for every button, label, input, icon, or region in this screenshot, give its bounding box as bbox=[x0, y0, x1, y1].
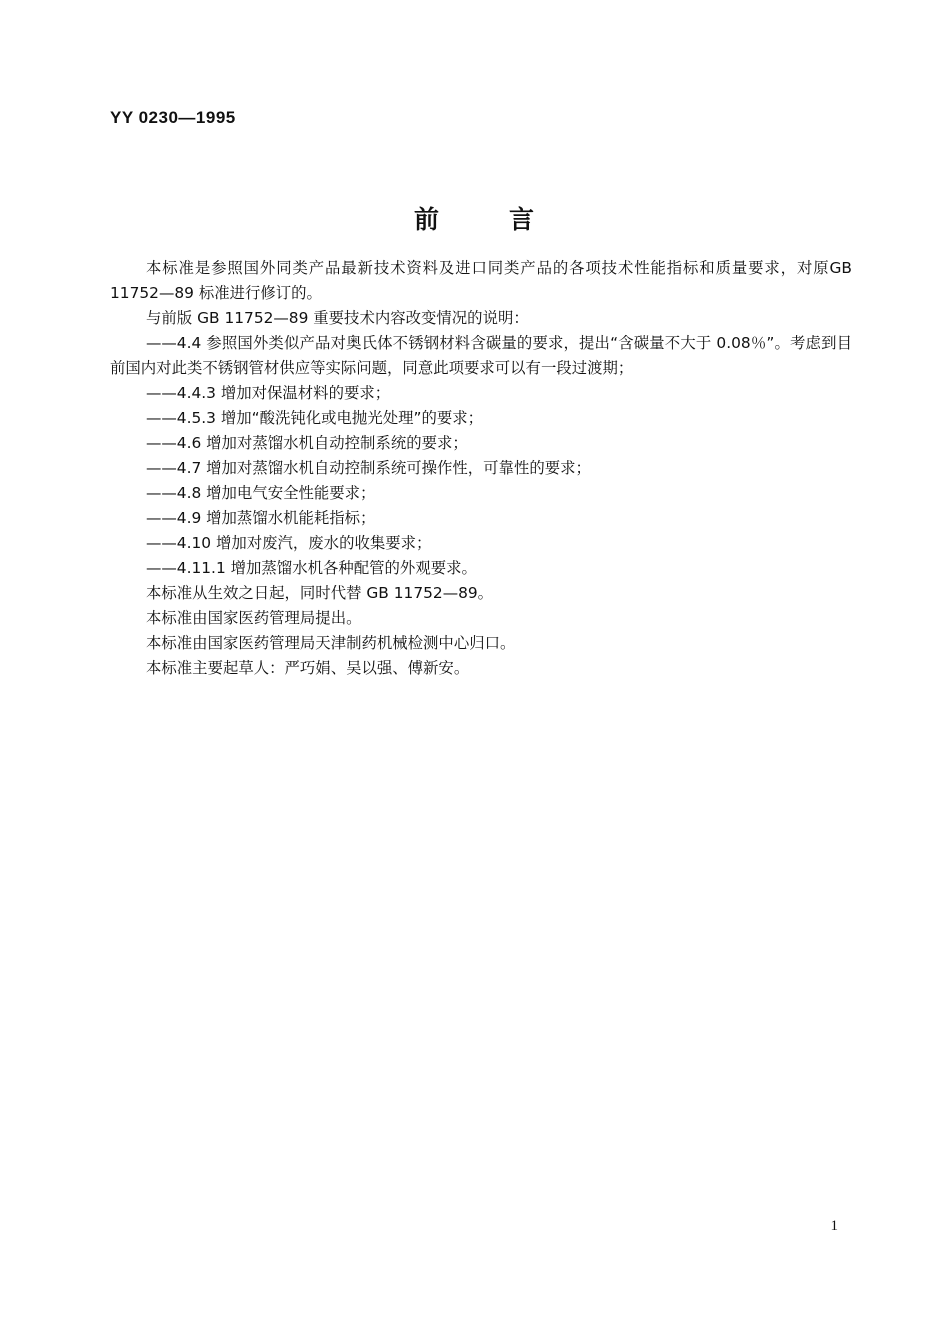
preface-body bbox=[110, 256, 852, 681]
title-char-2: 言 bbox=[509, 205, 537, 234]
preface-paragraph: 本标准从生效之日起，同时代替 GB 11752—89。 bbox=[146, 584, 494, 602]
change-item: ——4.11.1 增加蒸馏水机各种配管的外观要求。 bbox=[146, 559, 477, 577]
change-item: ——4.9 增加蒸馏水机能耗指标； bbox=[146, 509, 376, 527]
change-item: ——4.10 增加对废汽，废水的收集要求； bbox=[146, 534, 432, 552]
change-item: ——4.5.3 增加“酸洗钝化或电抛光处理”的要求； bbox=[146, 409, 484, 427]
preface-paragraph: 本标准由国家医药管理局提出。 bbox=[146, 609, 362, 627]
page-number: 1 bbox=[830, 1218, 838, 1234]
preface-paragraph: 本标准主要起草人：严巧娟、吴以强、傅新安。 bbox=[146, 659, 470, 677]
title-char-1: 前 bbox=[413, 205, 441, 234]
change-item: ——4.7 增加对蒸馏水机自动控制系统可操作性，可靠性的要求； bbox=[146, 459, 591, 477]
change-item: ——4.4.3 增加对保温材料的要求； bbox=[146, 384, 391, 402]
preface-paragraph: 本标准是参照国外同类产品最新技术资料及进口同类产品的各项技术性能指标和质量要求，对原GB 11752—89 标准进行修订的。 bbox=[110, 259, 852, 302]
change-item: ——4.4 参照国外类似产品对奥氏体不锈钢材料含碳量的要求，提出“含碳量不大于 0.08％”。考虑到目前国内对此类不锈钢管材供应等实际问题，同意此项要求可以有一段过渡期； bbox=[110, 334, 852, 377]
change-item: ——4.6 增加对蒸馏水机自动控制系统的要求； bbox=[146, 434, 468, 452]
page-title bbox=[0, 200, 950, 236]
change-item: ——4.8 增加电气安全性能要求； bbox=[146, 484, 376, 502]
preface-paragraph: 与前版 GB 11752—89 重要技术内容改变情况的说明： bbox=[146, 309, 529, 327]
preface-paragraph: 本标准由国家医药管理局天津制药机械检测中心归口。 bbox=[146, 634, 516, 652]
standard-code: YY 0230—1995 bbox=[110, 108, 236, 127]
